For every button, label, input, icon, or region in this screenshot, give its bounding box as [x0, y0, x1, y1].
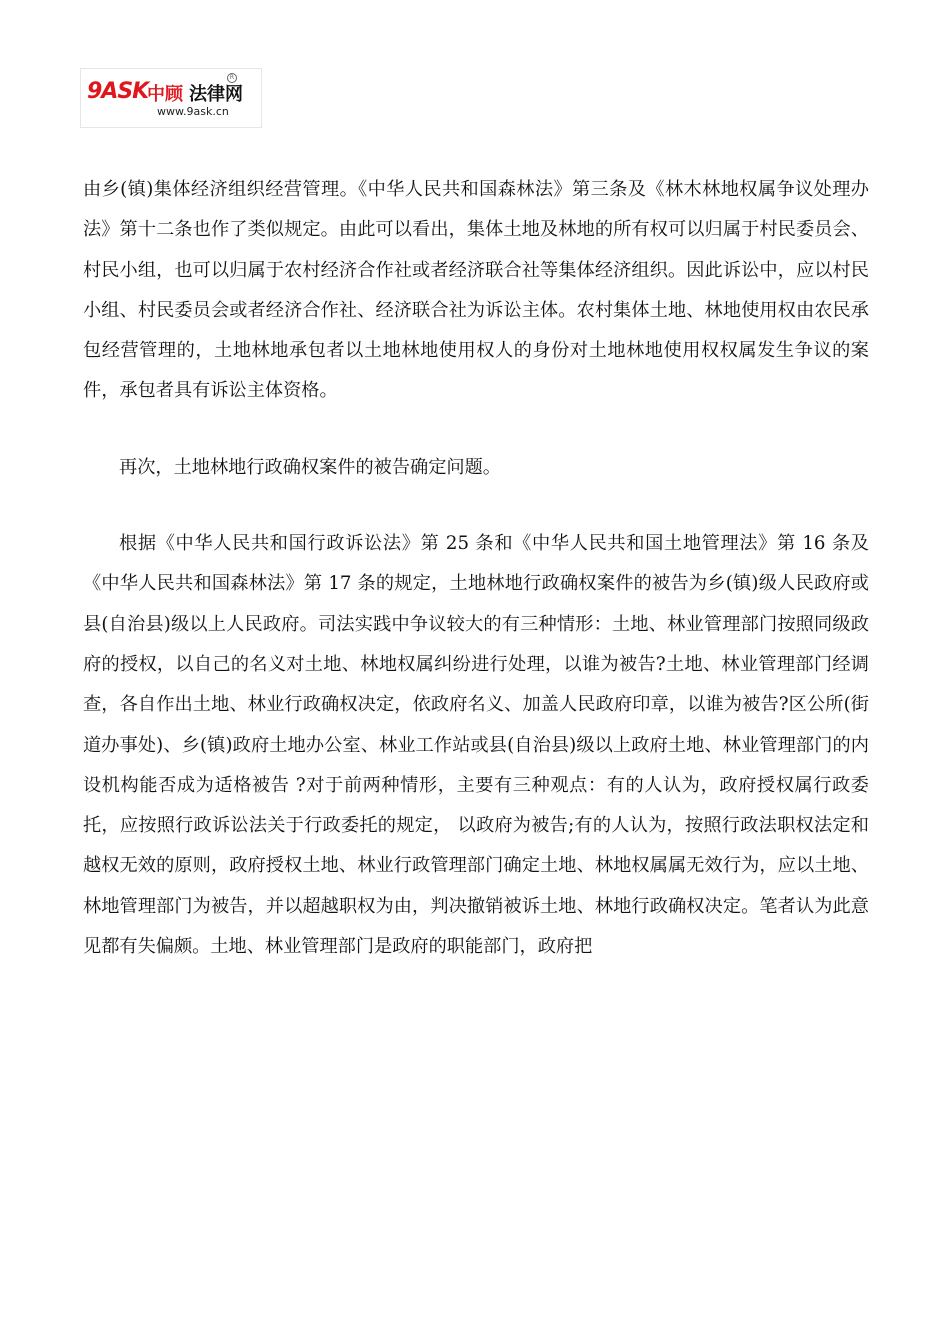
site-logo[interactable]	[80, 68, 262, 128]
paragraph-spacer	[83, 488, 869, 524]
logo-url: www.9ask.cn	[157, 105, 229, 118]
paragraph-spacer	[83, 412, 869, 448]
registered-mark-icon: R	[227, 73, 237, 83]
logo-brand-cn-1: 中顾	[147, 84, 183, 105]
paragraph-2: 再次，土地林地行政确权案件的被告确定问题。	[119, 456, 501, 478]
logo-brand-cn-2: 法律网	[189, 84, 243, 105]
document-body	[83, 170, 869, 967]
paragraph-3: 根据《中华人民共和国行政诉讼法》第 25 条和《中华人民共和国土地管理法》第 16 条及《中华人民共和国森林法》第 17 条的规定，土地林地行政确权案件的被告为乡(镇)级人民政府或县(自治县)级以上人民政府。司法实践中争议较大的有三种情形：土地、林业管理部门按照同级政府的授权，以自己的名义对土地、林地权属纠纷进行处理，以谁为被告?土地、林业管理部门经调查，各自作出土地、林业行政确权决定，依政府名义、加盖人民政府印章，以谁为被告?区公所(街道办事处)、乡(镇)政府土地办公室、林业工作站或县(自治县)级以上政府土地、林业管理部门的内设机构能否成为适格被告 ?对于前两种情形，主要有三种观点：有的人认为，政府授权属行政委托，应按照行政诉讼法关于行政委托的规定， 以政府为被告;有的人认为，按照行政法职权法定和越权无效的原则，政府授权土地、林业行政管理部门确定土地、林地权属属无效行为，应以土地、林地管理部门为被告，并以超越职权为由，判决撤销被诉土地、林地行政确权决定。笔者认为此意见都有失偏颇。土地、林业管理部门是政府的职能部门，政府把	[83, 533, 869, 958]
logo-brand-chinese	[147, 80, 243, 106]
logo-brand-latin: 9ASK	[87, 79, 149, 104]
paragraph-1: 由乡(镇)集体经济组织经营管理。《中华人民共和国森林法》第三条及《林木林地权属争议处理办法》第十二条也作了类似规定。由此可以看出，集体土地及林地的所有权可以归属于村民委员会、村民小组，也可以归属于农村经济合作社或者经济联合社等集体经济组织。因此诉讼中，应以村民小组、村民委员会或者经济合作社、经济联合社为诉讼主体。农村集体土地、林地使用权由农民承包经营管理的，土地林地承包者以土地林地使用权人的身份对土地林地使用权权属发生争议的案件，承包者具有诉讼主体资格。	[83, 179, 869, 402]
